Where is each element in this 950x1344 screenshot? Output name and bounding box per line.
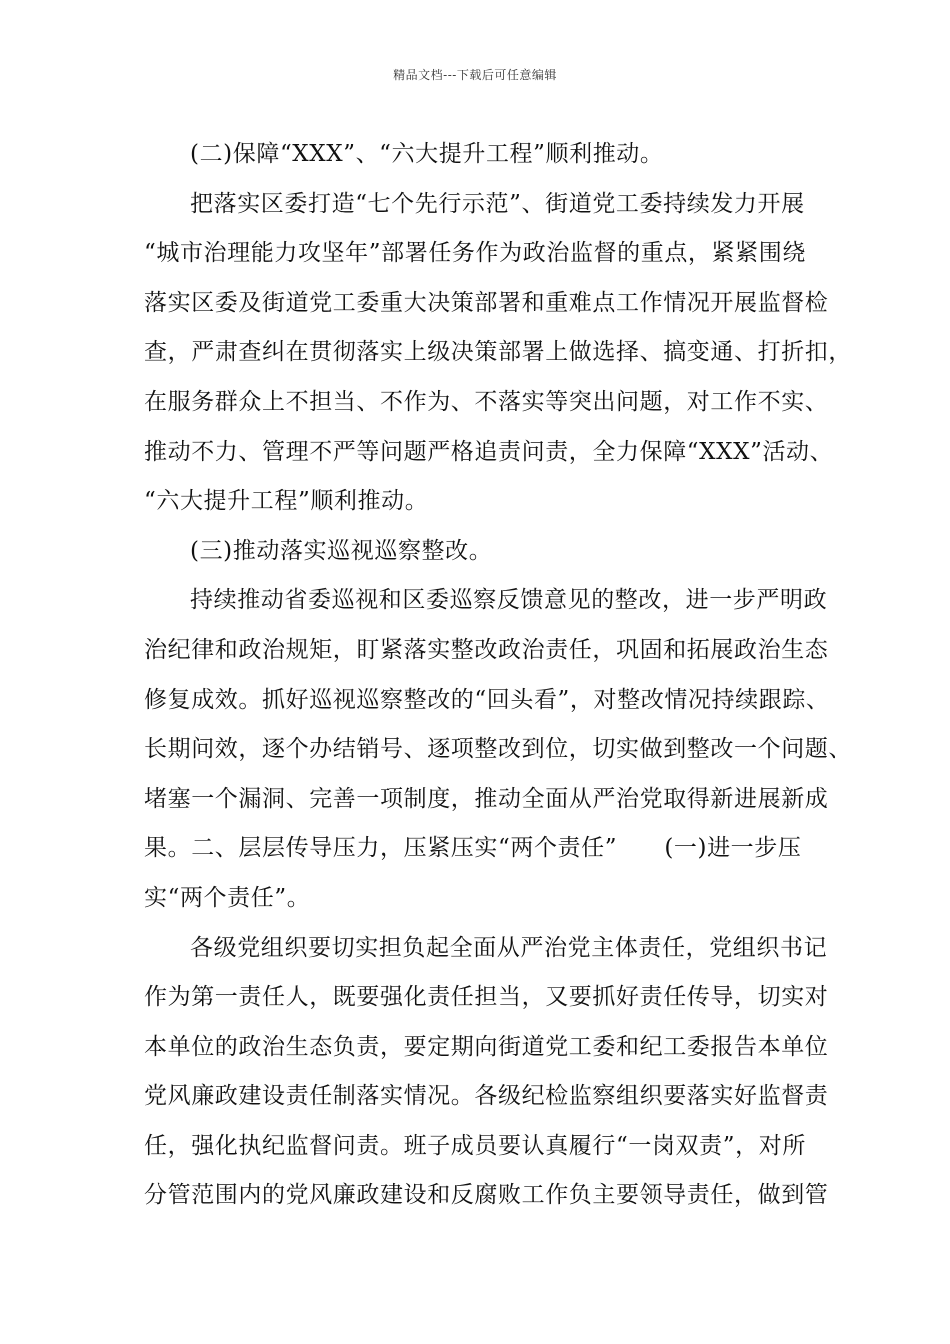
text-line: 查，严肃查纠在贯彻落实上级决策部署上做选择、搞变通、打折扣， <box>144 339 852 366</box>
text-line: 修复成效。抓好巡视巡察整改的“回头看”，对整改情况持续跟踪、 <box>144 686 830 713</box>
text-line: 本单位的政治生态负责，要定期向街道党工委和纪工委报告本单位 <box>144 1033 829 1060</box>
text-line: (二)保障“XXX”、“六大提升工程”顺利推动。 <box>190 141 664 167</box>
text-line: (三)推动落实巡视巡察整改。 <box>190 537 493 564</box>
text-line: 治纪律和政治规矩，盯紧落实整改政治责任，巩固和拓展政治生态 <box>144 636 829 663</box>
text-line: 推动不力、管理不严等问题严格追责问责，全力保障“XXX”活动、 <box>144 438 834 465</box>
text-line: “六大提升工程”顺利推动。 <box>144 488 429 515</box>
text-line: 落实区委及街道党工委重大决策部署和重难点工作情况开展监督检 <box>144 289 829 316</box>
text-line: 堵塞一个漏洞、完善一项制度，推动全面从严治党取得新进展新成 <box>144 785 829 812</box>
text-line: 各级党组织要切实担负起全面从严治党主体责任，党组织书记 <box>190 934 828 961</box>
page-header: 精品文档---下载后可任意编辑 <box>393 68 557 82</box>
text-line: “城市治理能力攻坚年”部署任务作为政治监督的重点，紧紧围绕 <box>144 240 806 267</box>
text-line: 实“两个责任”。 <box>144 884 311 911</box>
text-line: 分管范围内的党风廉政建设和反腐败工作负主要领导责任，做到管 <box>144 1182 829 1209</box>
text-line: 果。二、层层传导压力，压紧压实“两个责任” (一)进一步压 <box>144 835 802 862</box>
text-line: 任，强化执纪监督问责。班子成员要认真履行“一岗双责”，对所 <box>144 1132 806 1159</box>
document-body <box>144 130 852 1221</box>
text-line: 作为第一责任人，既要强化责任担当，又要抓好责任传导，切实对 <box>144 984 829 1011</box>
text-line: 党风廉政建设责任制落实情况。各级纪检监察组织要落实好监督责 <box>144 1083 829 1110</box>
text-line: 长期问效，逐个办结销号、逐项整改到位，切实做到整改一个问题、 <box>144 736 852 763</box>
text-line: 在服务群众上不担当、不作为、不落实等突出问题，对工作不实、 <box>144 388 829 415</box>
text-line: 把落实区委打造“七个先行示范”、街道党工委持续发力开展 <box>190 190 805 217</box>
text-line: 持续推动省委巡视和区委巡察反馈意见的整改，进一步严明政 <box>190 587 828 614</box>
